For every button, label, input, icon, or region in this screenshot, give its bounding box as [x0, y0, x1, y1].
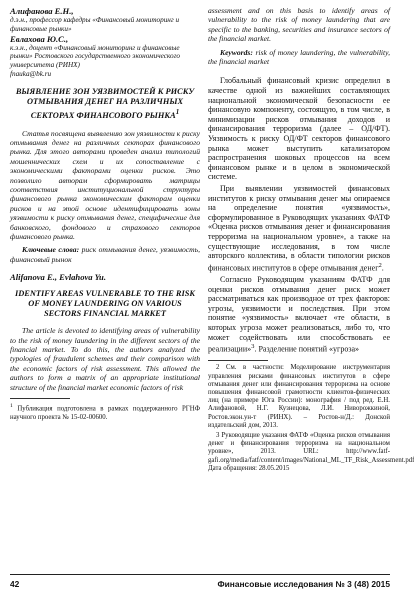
body-footnote-mark-3: 3	[251, 343, 255, 351]
footnote-1-text: Публикация подготовлена в рамках поддержанного РГНФ научного проекта № 15-02-00600.	[10, 405, 200, 421]
keywords-ru-text: риск отмывания денег, уязвимость, финансовый рынок	[10, 245, 200, 264]
title-footnote-mark: 1	[175, 107, 180, 116]
author-1-name: Алифанова Е.Н.,	[10, 6, 74, 16]
body-paragraph-2-text: При выявлении уязвимостей финансовых институтов к риску отмывания денег мы опираемся на определение понятия «уязвимость», сформулированное в Руководящих указаниях ФАТФ «Оценка рисков отмывания денег и финансирования терроризма на национальном уровне», а также на существующие исследования, в том числе авторского коллектива, в области типологии рисков финансовых институтов в сфере отмывания денег	[208, 183, 390, 273]
body-paragraph-2: При выявлении уязвимостей финансовых институтов к риску отмывания денег мы опираемся на определение понятия «уязвимость», сформулированное в Руководящих указаниях ФАТФ «Оценка рисков отмывания денег и финансирования терроризма на национальном уровне», а также на существующие исследования, в том числе авторского коллектива, в области типологии рисков финансовых институтов в сфере отмывания денег$^2$.	[208, 183, 390, 273]
footnote-divider-right	[208, 360, 268, 361]
article-title-ru-text: ВЫЯВЛЕНИЕ ЗОН УЯЗВИМОСТЕЙ К РИСКУ ОТМЫВАНИЯ ДЕНЕГ НА РАЗЛИЧНЫХ СЕКТОРАХ ФИНАНСОВОГО РЫНКА	[15, 86, 195, 120]
article-title-en: IDENTIFY AREAS VULNERABLE TO THE RISK OF MONEY LAUNDERING ON VARIOUS SECTORS FINANCIAL MARKET	[14, 289, 196, 319]
body-paragraph-3	[208, 275, 390, 354]
journal-issue: Финансовые исследования № 3 (48) 2015	[217, 579, 390, 589]
body-paragraph-3-tail: . Разделение понятий «угроза»	[254, 344, 360, 354]
body-paragraph-3-text: Согласно Руководящим указаниям ФАТФ для оценки рисков отмывания денег риск может рассматриваться как производное от трех факторов: угрозы, уязвимости и последствия. При этом понятие «уязвимость» включает «те области, в которых угроза может реализоваться, либо то, что может содействовать или способствовать ее реализации»	[208, 274, 390, 354]
authors-en: Alifanova E., Evlahova Yu.	[10, 272, 106, 283]
keywords-en-label: Keywords:	[220, 47, 253, 57]
right-column	[208, 6, 414, 572]
abstract-ru: Статья посвящена выявлению зон уязвимости к риску отмывания денег на различных секторах финансового рынка. Для этого авторами проведен анализ типологий мошеннических схем и их сопоставление с экономическими факторами оценки рисков. Это позволило авторам сформировать матрицы соответствия институциональной структуры финансового рынка экономическим факторам оценки рисков и на этой основе идентифицировать зоны уязвимости к риску отмывания денег, специфические для банковского, фондового и страхового секторов финансового рынка.	[10, 128, 201, 242]
author-1-affiliation: д.э.н., профессор кафедры «Финансовый мониторинг и финансовые рынки»	[10, 16, 180, 33]
page-footer	[10, 574, 390, 589]
body-paragraph-1: Глобальный финансовый кризис определил в качестве одной из важнейших составляющих национальной экономической безопасности ее финансовую компоненту, состоящую, в том числе, в минимизации рисков отмывания доходов и финансирования терроризма (далее – ОД/ФТ). Уязвимость к риску ОД/ФТ секторов финансового рынка может выступить катализатором распространения шоковых процессов на всем финансовом рынке и в целом в экономической системе.	[208, 76, 390, 182]
article-title-ru	[12, 87, 198, 121]
abstract-en-continued: assessment and on this basis to identify areas of vulnerability to the risk of money laundering that are specific to the banking, securities and insurance sectors of the financial market.	[208, 6, 390, 44]
keywords-ru-label: Ключевые слова:	[22, 245, 80, 255]
keywords-en	[208, 48, 390, 67]
footnotes-right	[208, 360, 414, 473]
abstract-en: The article is devoted to identifying areas of vulnerability to the risk of money laundering in the different sectors of the financial market. To do this, the authors analyzed the typologies of fraudulent schemes and their comparison with the economic factors of risk assessment. This allowed the authors to form a matrix of an appropriate institutional structure of the financial market economic factors of risk	[10, 326, 200, 392]
page-number: 42	[10, 579, 20, 589]
footnote-3: 3 Руководящие указания ФАТФ «Оценка рисков отмывания денег и финансирования терроризма на национальном уровне», 2013. URL: http://www.fatf-gafi.org/media/fatf/content/images/National_ML_TF_Risk_Assessment.pdf Дата обращения: 28.05.2015	[208, 432, 414, 472]
footnote-1: $^1$ Публикация подготовлена в рамках поддержанного РГНФ научного проекта № 15-02-00600.	[10, 403, 200, 421]
keywords-ru	[10, 245, 200, 264]
body-footnote-mark-2: 2	[378, 261, 382, 269]
footnote-2: 2 См. в частности: Моделирование инструментария управления рисками финансовых институтов в сфере отмывания денег или финансирования терроризма на основе повышения финансовой грамотности клиентов-физических лиц (на примере Юга России): монография / под ред. Е.Н. Алифановой, Н.Г. Кузнецова, Л.И. Ниворожкиной, Ростов.экон.ун-т (РИНХ). – Ростов-н/Д.: Донской издательский дом, 2013.	[208, 364, 390, 429]
footnote-divider	[10, 398, 70, 399]
author-2-name: Евлахова Ю.С.,	[10, 33, 69, 44]
left-column	[10, 6, 200, 572]
keywords-en-text: risk of money laundering, the vulnerability, the financial market	[208, 47, 390, 67]
author-email: fnauka@bk.ru	[10, 69, 52, 78]
author-2-affiliation: к.э.н., доцент «Финансовый мониторинг и финансовые рынки» Ростовского государственного экономического университета (РИНХ)	[10, 43, 181, 70]
